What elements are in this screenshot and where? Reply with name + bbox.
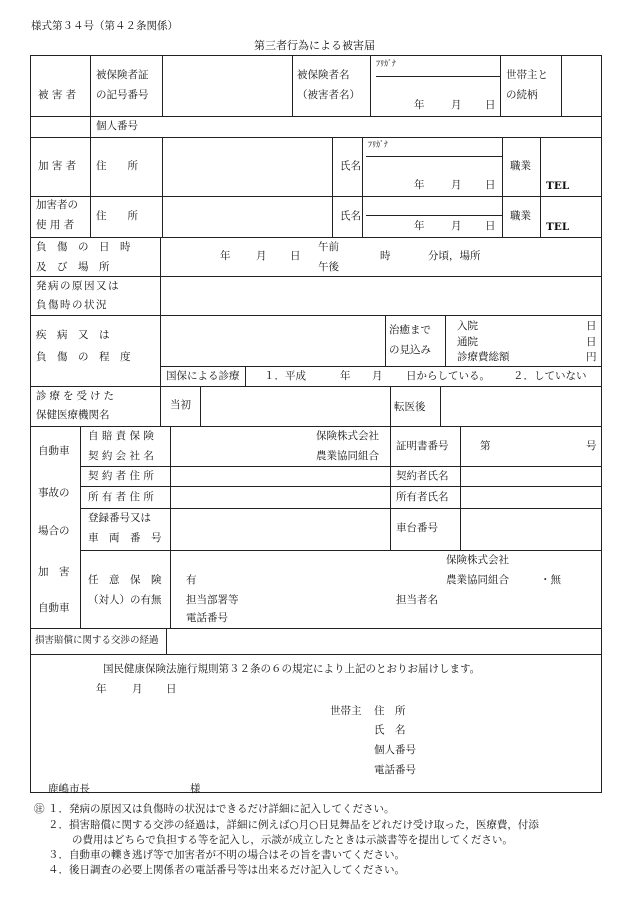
perpetrator-occupation-label: 職業 <box>510 160 531 172</box>
certificate-number-label: 証明書番号 <box>396 440 449 452</box>
notes-mark: ㊟ <box>34 803 45 815</box>
option1-year: 年 <box>340 370 351 382</box>
voluntary-label-2: （対人）の有無 <box>88 594 162 606</box>
option2-label: ２．していない <box>513 370 587 382</box>
injury-day: 日 <box>290 250 301 262</box>
outpatient-day-unit: 日 <box>586 336 597 348</box>
voluntary-label-1: 任 意 保 険 <box>88 574 162 586</box>
declaration-text: 国民健康保険法施行規則第３２条の６の規定により上記のとおりお届けします。 <box>103 663 481 675</box>
voluntary-none: ・無 <box>540 574 561 586</box>
outpatient-label: 通院 <box>457 336 478 348</box>
perpetrator-section-label: 加 害 者 <box>38 160 77 172</box>
householder-phone-label: 電話番号 <box>374 764 416 776</box>
voluntary-has: 有 <box>186 574 197 586</box>
note-2a: ２．損害賠償に関する交渉の経過は，詳細に例えば○月○日見舞品をどれだけ受け取った，医療費，付添 <box>48 819 539 831</box>
negotiation-label: 損害賠償に関する交渉の経過 <box>35 635 159 646</box>
victim-section-label: 被 害 者 <box>38 89 77 101</box>
perpetrator-month: 月 <box>451 179 462 191</box>
householder-name-label: 氏 名 <box>374 724 406 736</box>
owner-address-label: 所 有 者 住 所 <box>88 491 154 503</box>
person-in-charge-label: 担当者名 <box>396 594 438 606</box>
employer-section-label-2: 使 用 者 <box>36 219 75 231</box>
recovery-label-1: 治癒まで <box>389 324 431 336</box>
employer-address-label: 住 所 <box>96 210 138 222</box>
owner-name-label: 所有者氏名 <box>396 491 449 503</box>
note-4: ４．後日調査の必要上関係者の電話番号等は出来るだけ記入してください。 <box>48 864 405 876</box>
injury-hour: 時 <box>380 250 391 262</box>
victim-month: 月 <box>451 99 462 111</box>
reg-number-label-1: 登録番号又は <box>88 512 151 524</box>
cost-yen-unit: 円 <box>586 351 597 363</box>
head-relation-label-1: 世帯主と <box>506 69 548 81</box>
institution-label-2: 保健医療機関名 <box>36 409 110 421</box>
perpetrator-name-label: 氏名 <box>340 160 361 172</box>
voluntary-agri-coop: 農業協同組合 <box>446 574 509 586</box>
vehicle-phone-label: 電話番号 <box>186 612 228 624</box>
option1-month: 月 <box>372 370 383 382</box>
contractor-address-label: 契 約 者 住 所 <box>88 470 154 482</box>
reg-number-label-2: 車 両 番 号 <box>88 532 162 544</box>
form-title: 第三者行為による被害届 <box>254 39 375 52</box>
compulsory-label-2: 契 約 会 社 名 <box>88 450 154 462</box>
victim-day: 日 <box>485 99 496 111</box>
compulsory-agri-coop: 農業協同組合 <box>316 450 379 462</box>
vehicle-side-1: 自動車 <box>38 445 70 457</box>
inpatient-day-unit: 日 <box>586 320 597 332</box>
victim-furigana: ﾌﾘｶﾞﾅ <box>376 59 396 68</box>
severity-label-2: 負 傷 の 程 度 <box>36 351 131 363</box>
householder-address-label: 住 所 <box>374 705 406 717</box>
injury-month: 月 <box>256 250 267 262</box>
employer-name-label: 氏名 <box>340 210 361 222</box>
injury-minute-place: 分頃，場所 <box>428 250 481 262</box>
nhi-treatment-label: 国保による診療 <box>166 370 240 382</box>
insurance-card-label-2: の記号番号 <box>96 89 149 101</box>
vehicle-side-4: 加 害 <box>38 566 70 578</box>
total-cost-label: 診療費総額 <box>457 351 510 363</box>
note-3: ３．自動車の轢き逃げ等で加害者が不明の場合はその旨を書いてください。 <box>48 849 405 861</box>
institution-label-1: 診療を受けた <box>36 390 117 402</box>
contractor-name-label: 契約者氏名 <box>396 470 449 482</box>
vehicle-side-5: 自動車 <box>38 602 70 614</box>
employer-year: 年 <box>414 220 425 232</box>
vehicle-side-3: 場合の <box>38 525 70 537</box>
insurance-card-label-1: 被保険者証 <box>96 69 149 81</box>
victim-year: 年 <box>414 99 425 111</box>
cause-label-1: 発病の原因又は <box>36 280 120 292</box>
householder-personal-number-label: 個人番号 <box>374 744 416 756</box>
injury-time-label-1: 負 傷 の 日 時 <box>36 241 131 253</box>
inpatient-label: 入院 <box>457 320 478 332</box>
declaration-day: 日 <box>166 683 177 695</box>
note-2b: の費用はどちらで負担する等を記入し，示談が成立したときは示談書等を提出してください。 <box>72 834 513 846</box>
note-1: １．発病の原因又は負傷時の状況はできるだけ詳細に記入してください。 <box>48 803 395 815</box>
compulsory-label-1: 自 賠 責 保 険 <box>88 430 154 442</box>
addressee-honorific: 様 <box>190 783 201 795</box>
perpetrator-furigana: ﾌﾘｶﾞﾅ <box>368 140 388 149</box>
victim-personal-number-label: 個人番号 <box>96 120 138 132</box>
perpetrator-year: 年 <box>414 179 425 191</box>
chassis-number-label: 車台番号 <box>396 522 438 534</box>
perpetrator-tel-label: TEL <box>546 180 570 192</box>
insured-name-label-2: （被害者名） <box>297 89 360 101</box>
employer-month: 月 <box>451 220 462 232</box>
voluntary-insurance-company: 保険株式会社 <box>446 554 509 566</box>
cause-label-2: 負傷時の状況 <box>36 299 108 311</box>
injury-time-label-2: 及 び 場 所 <box>36 261 110 273</box>
injury-pm: 午後 <box>318 261 339 273</box>
perpetrator-day: 日 <box>485 179 496 191</box>
employer-tel-label: TEL <box>546 221 570 233</box>
injury-year: 年 <box>220 250 231 262</box>
form-number: 様式第３４号（第４２条関係） <box>31 20 178 32</box>
dept-label: 担当部署等 <box>186 594 239 606</box>
compulsory-insurance-company: 保険株式会社 <box>316 430 379 442</box>
certificate-number-suffix: 号 <box>586 440 597 452</box>
vehicle-side-2: 事故の <box>38 487 70 499</box>
employer-day: 日 <box>485 220 496 232</box>
injury-am: 午前 <box>318 241 339 253</box>
severity-label-1: 疾 病 又 は <box>36 329 110 341</box>
perpetrator-address-label: 住 所 <box>96 160 138 172</box>
addressee: 鹿嶋市長 <box>48 783 90 795</box>
employer-occupation-label: 職業 <box>510 210 531 222</box>
recovery-label-2: の見込み <box>389 344 431 356</box>
option1-label: １．平成 <box>264 370 306 382</box>
certificate-number-prefix: 第 <box>480 440 491 452</box>
head-relation-label-2: の続柄 <box>506 89 538 101</box>
institution-transfer-label: 転医後 <box>394 401 426 413</box>
option1-tail: 日からしている。 <box>406 370 490 382</box>
institution-initial-label: 当初 <box>170 399 191 411</box>
insured-name-label-1: 被保険者名 <box>297 69 350 81</box>
declaration-year: 年 <box>96 683 107 695</box>
householder-label: 世帯主 <box>330 705 362 717</box>
declaration-month: 月 <box>132 683 143 695</box>
employer-section-label-1: 加害者の <box>36 199 78 211</box>
